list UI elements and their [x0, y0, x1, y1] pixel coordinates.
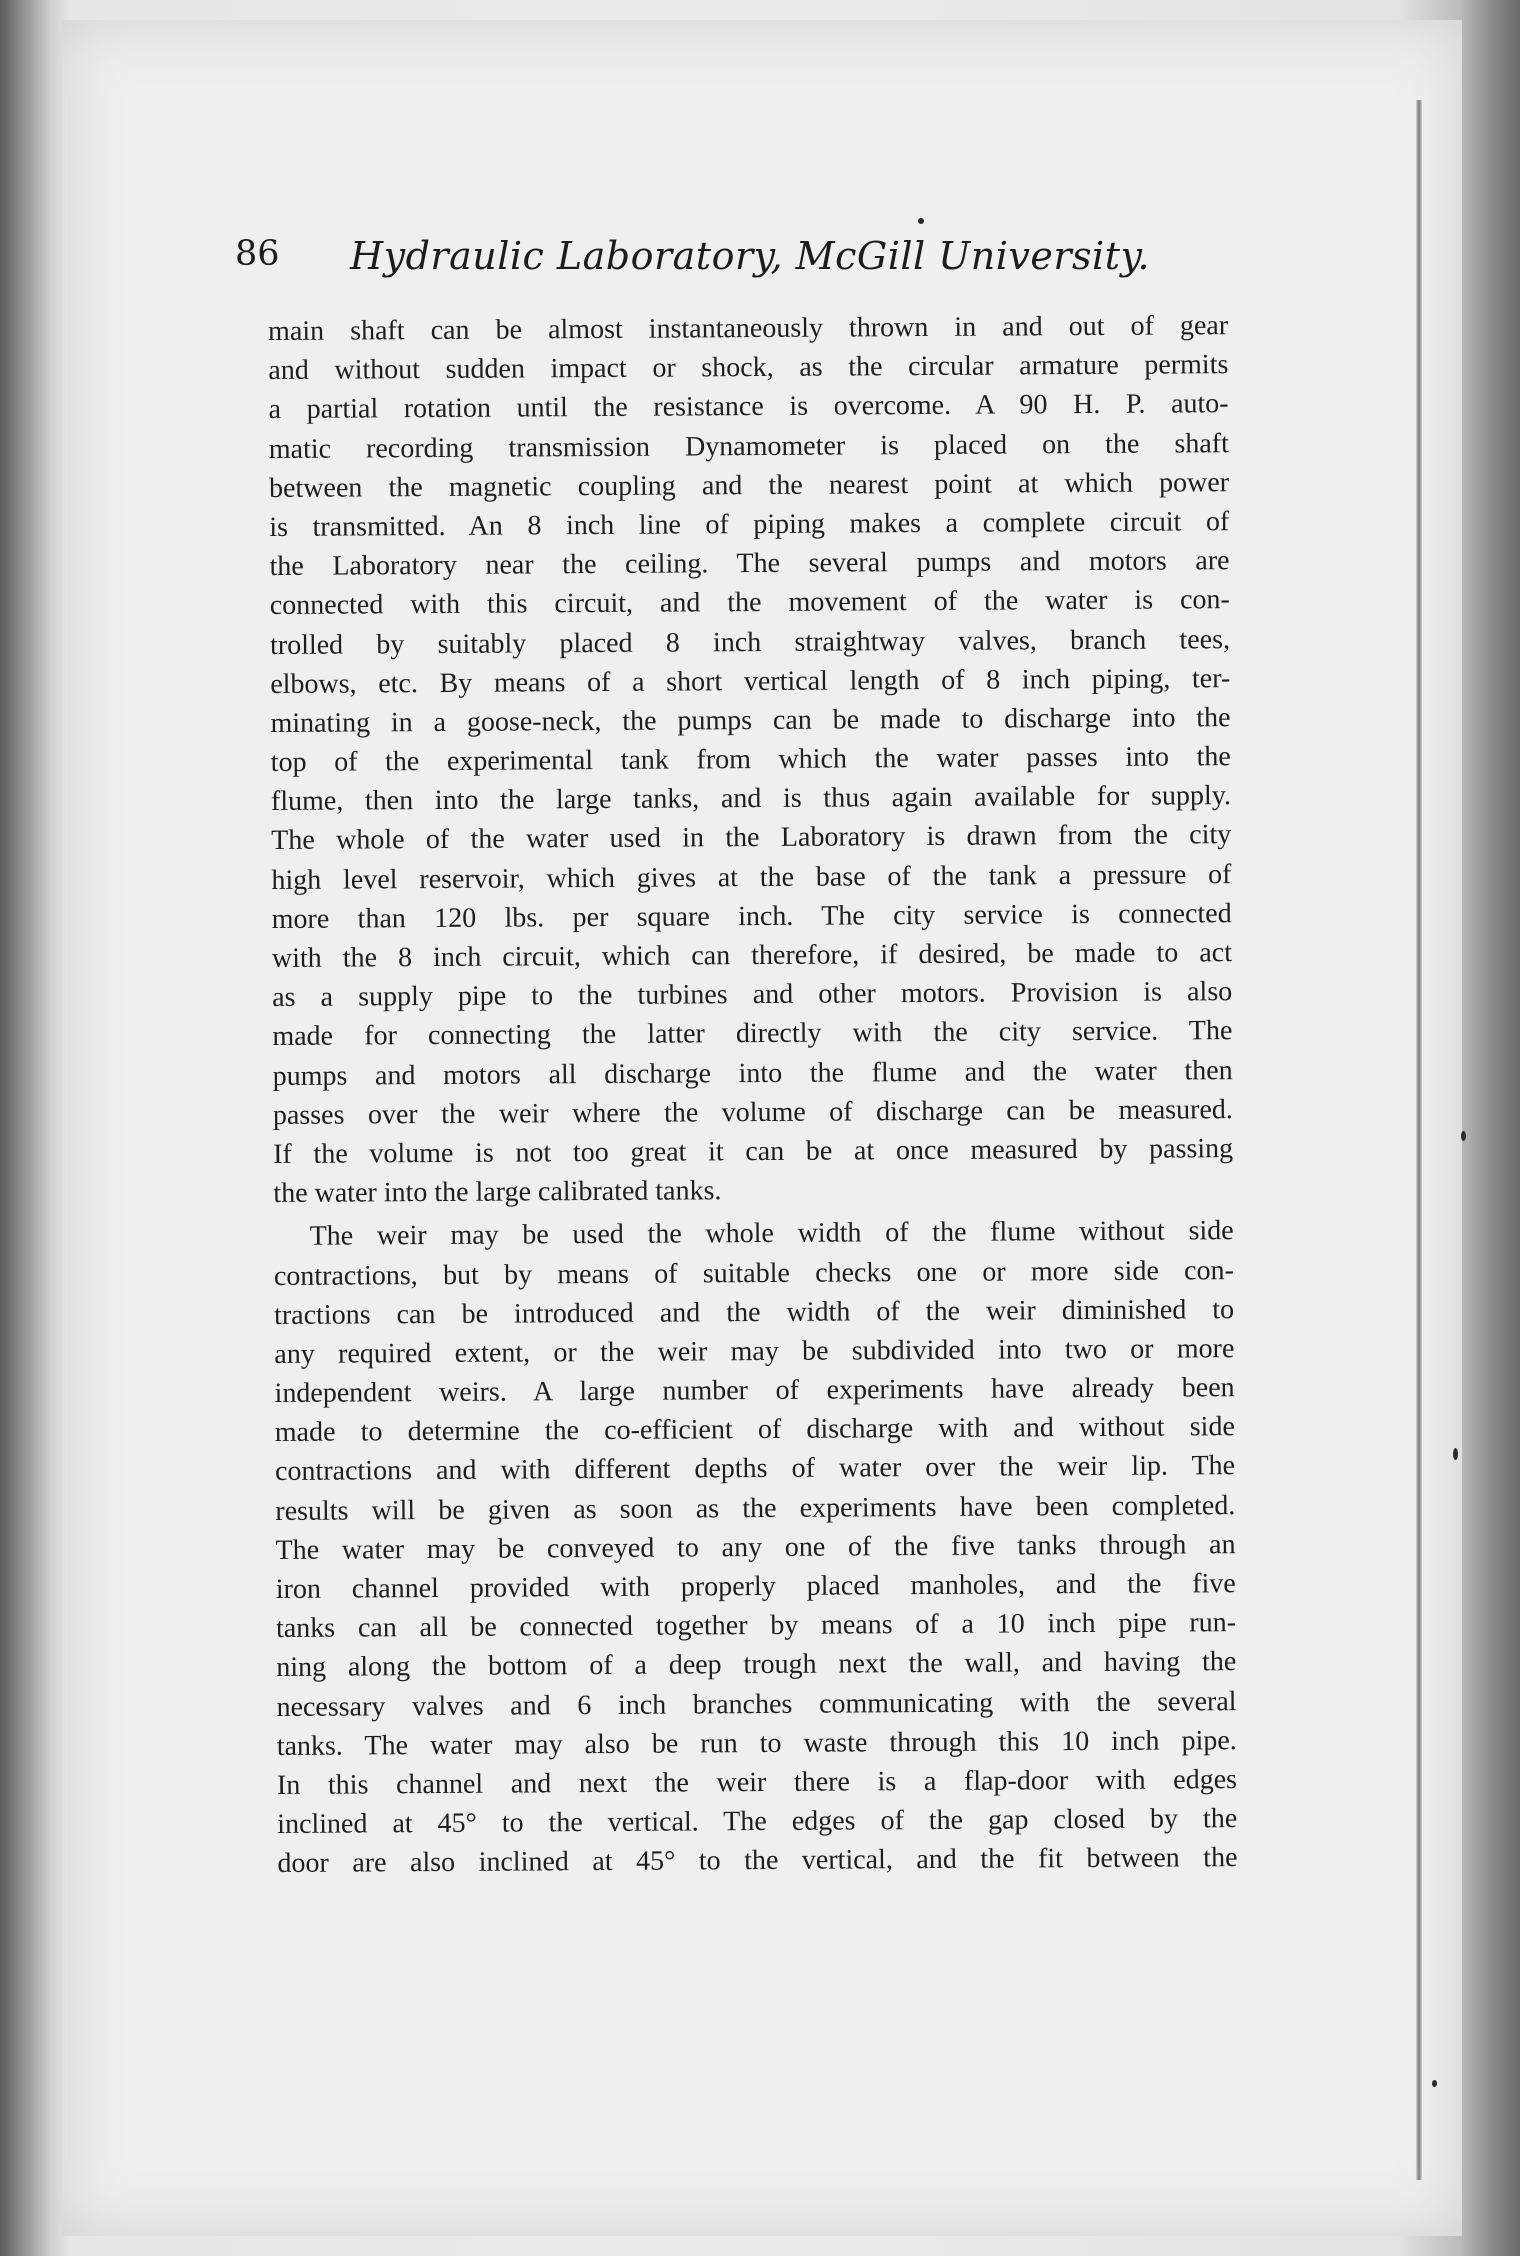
text-line: tanks. The water may also be run to waste through this 10 inch pipe. [276, 1724, 1237, 1762]
body-text [268, 306, 1238, 1883]
text-line: top of the experimental tank from which the water passes into the [270, 741, 1231, 779]
text-line: a partial rotation until the resistance is overcome. A 90 H. P. auto- [268, 388, 1229, 426]
text-line: minating in a goose-neck, the pumps can be made to discharge into the [270, 702, 1231, 739]
ink-speck [1453, 1448, 1458, 1460]
text-line: more than 120 lbs. per square inch. The city service is connected [271, 897, 1232, 935]
text-line: contractions and with different depths of water over the weir lip. The [274, 1450, 1236, 1488]
text-line: with the 8 inch circuit, which can therefore, if desired, be made to act [271, 937, 1233, 974]
text-line: passes over the weir where the volume of discharge can be measured. [272, 1093, 1233, 1131]
page-number: 86 [235, 234, 280, 274]
page-header [235, 218, 1265, 278]
text-line: is transmitted. An 8 inch line of piping makes a complete circuit of [269, 506, 1230, 543]
paragraph-2 [274, 1211, 1238, 1883]
ink-speck [1432, 2080, 1437, 2087]
text-line: The water may be conveyed to any one of the five tanks through an [275, 1528, 1236, 1566]
text-line: independent weirs. A large number of experiments have already been [274, 1372, 1235, 1410]
text-line: made to determine the co-efficient of discharge with and without side [274, 1411, 1235, 1449]
text-line: door are also inclined at 45° to the vertical, and the fit between the [277, 1842, 1238, 1880]
page-edge-shadow [1416, 100, 1422, 2180]
text-line: any required extent, or the weir may be subdivided into two or more [274, 1332, 1235, 1370]
text-line: tractions can be introduced and the width of the weir diminished to [274, 1293, 1235, 1331]
text-line: as a supply pipe to the turbines and other motors. Provision is also [272, 976, 1233, 1014]
text-line: necessary valves and 6 inch branches communicating with the several [276, 1685, 1237, 1723]
text-line: iron channel provided with properly placed manholes, and the five [275, 1568, 1236, 1605]
text-line: connected with this circuit, and the movement of the water is con- [269, 584, 1230, 622]
text-line: ning along the bottom of a deep trough next the wall, and having the [276, 1646, 1237, 1684]
text-line: contractions, but by means of suitable checks one or more side con- [273, 1254, 1234, 1292]
text-line: results will be given as soon as the experiments have been completed. [275, 1489, 1236, 1527]
running-title: Hydraulic Laboratory, McGill University. [350, 234, 1150, 278]
text-line: high level reservoir, which gives at the base of the tank a pressure of [271, 858, 1232, 896]
text-line: matic recording transmission Dynamometer is placed on the shaft [268, 427, 1229, 465]
ink-speck [1461, 1131, 1466, 1141]
text-line: between the magnetic coupling and the nearest point at which power [268, 466, 1230, 504]
text-line: main shaft can be almost instantaneously thrown in and out of gear [268, 310, 1229, 347]
text-line: flume, then into the large tanks, and is thus again available for supply. [270, 780, 1232, 818]
text-line: and without sudden impact or shock, as the circular armature permits [268, 349, 1229, 387]
text-line: inclined at 45° to the vertical. The edges of the gap closed by the [277, 1803, 1238, 1841]
text-line: the Laboratory near the ceiling. The several pumps and motors are [269, 545, 1230, 583]
paragraph-1 [268, 306, 1233, 1213]
text-line: The whole of the water used in the Laboratory is drawn from the city [271, 819, 1232, 857]
text-line: trolled by suitably placed 8 inch straightway valves, branch tees, [269, 623, 1231, 661]
text-line: If the volume is not too great it can be at once measured by passing [273, 1133, 1234, 1170]
text-line: made for connecting the latter directly with the city service. The [272, 1015, 1233, 1053]
text-line: tanks can all be connected together by means of a 10 inch pipe run- [275, 1607, 1237, 1645]
text-line: pumps and motors all discharge into the flume and the water then [272, 1054, 1233, 1092]
text-line: In this channel and next the weir there is a flap-door with edges [276, 1764, 1238, 1801]
text-line: The weir may be used the whole width of the flume without side [309, 1215, 1234, 1253]
text-line: the water into the large calibrated tanks. [273, 1175, 722, 1210]
text-line: elbows, etc. By means of a short vertical length of 8 inch piping, ter- [270, 662, 1231, 700]
